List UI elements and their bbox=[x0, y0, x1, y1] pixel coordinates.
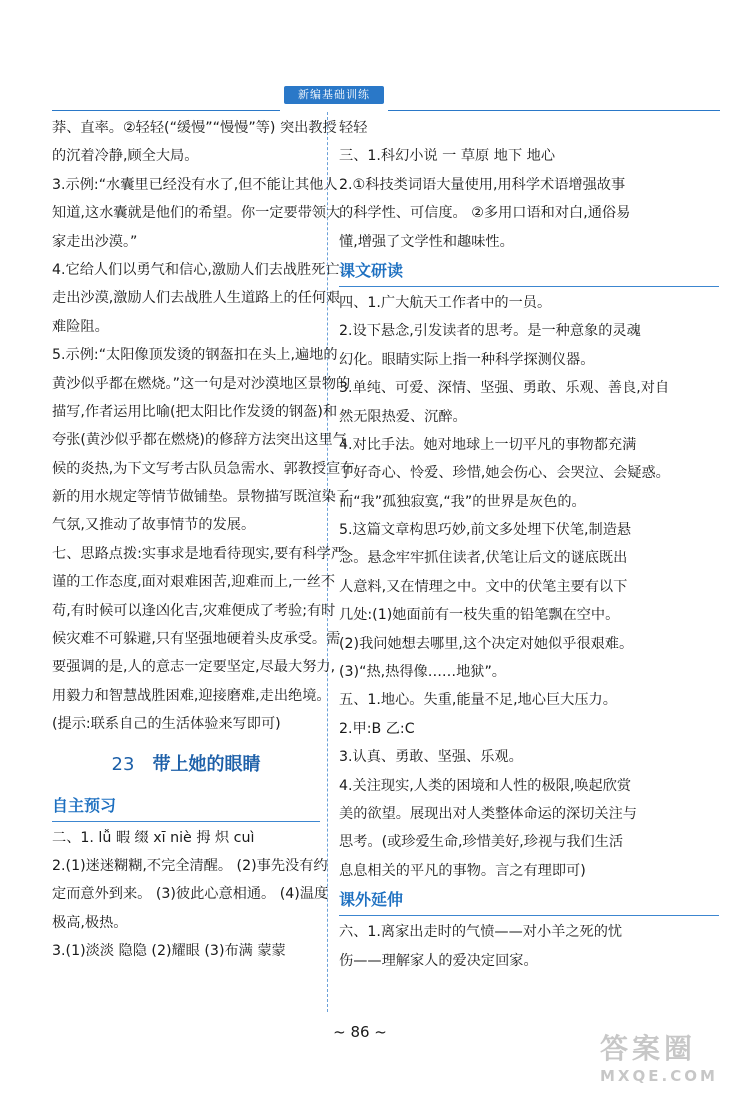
text-line: (2)我问她想去哪里,这个决定对她似乎很艰难。 bbox=[339, 635, 634, 652]
text-line: 难险阻。 bbox=[52, 318, 109, 335]
lesson-number: 23 bbox=[111, 753, 135, 775]
text-line: 描写,作者运用比喻(把太阳比作发烫的钢盔)和 bbox=[52, 403, 338, 420]
text-line: 懂,增强了文学性和趣味性。 bbox=[339, 233, 514, 250]
text-line: 2.甲:B 乙:C bbox=[339, 720, 415, 737]
text-line: 3.单纯、可爱、深情、坚强、勇敢、乐观、善良,对自 bbox=[339, 380, 670, 397]
text-line: 2.(1)迷迷糊糊,不完全清醒。 (2)事先没有约 bbox=[52, 857, 328, 874]
text-line: 苟,有时候可以逢凶化吉,灾难便成了考验;有时 bbox=[52, 602, 336, 619]
running-header: 新编基础训练 bbox=[284, 86, 384, 104]
text-line: 气氛,又推动了故事情节的发展。 bbox=[52, 517, 256, 534]
text-line: 七、思路点拨:实事求是地看待现实,要有科学严 bbox=[52, 545, 346, 562]
text-line: (提示:联系自己的生活体验来写即可) bbox=[52, 716, 281, 733]
section-heading-extend: 课外延伸 bbox=[339, 885, 719, 916]
text-line: 然无限热爱、沉醉。 bbox=[339, 408, 467, 425]
text-line: 知道,这水囊就是他们的希望。你一定要带领大 bbox=[52, 205, 341, 222]
section-heading-preview: 自主预习 bbox=[52, 791, 320, 822]
text-line: 3.示例:“水囊里已经没有水了,但不能让其他人 bbox=[52, 176, 338, 193]
text-line: 的科学性、可信度。 ②多用口语和对白,通俗易 bbox=[339, 205, 631, 222]
text-line: 了好奇心、怜爱、珍惜,她会伤心、会哭泣、会疑惑。 bbox=[339, 465, 670, 482]
text-line: 极高,极热。 bbox=[52, 914, 128, 931]
text-line: 的沉着冷静,顾全大局。 bbox=[52, 148, 199, 165]
text-line: 要强调的是,人的意志一定要坚定,尽最大努力, bbox=[52, 659, 336, 676]
page-number: ~ 86 ~ bbox=[333, 1023, 387, 1041]
section-heading-study: 课文研读 bbox=[339, 256, 719, 287]
text-line: 5.这篇文章构思巧妙,前文多处埋下伏笔,制造悬 bbox=[339, 522, 632, 539]
column-divider bbox=[327, 112, 328, 1012]
text-line: 谨的工作态度,面对艰难困苦,迎难而上,一丝不 bbox=[52, 574, 336, 591]
text-line: 人意料,又在情理之中。文中的伏笔主要有以下 bbox=[339, 578, 628, 595]
text-line: 新的用水规定等情节做铺垫。景物描写既渲染了 bbox=[52, 489, 350, 506]
text-line: 2.设下悬念,引发读者的思考。是一种意象的灵魂 bbox=[339, 323, 641, 340]
watermark-logo-text: 答案圈 bbox=[600, 1032, 697, 1065]
text-line: 走出沙漠,激励人们去战胜人生道路上的任何艰 bbox=[52, 290, 341, 307]
text-line: 四、1.广大航天工作者中的一员。 bbox=[339, 294, 552, 311]
text-line: 5.示例:“太阳像顶发烫的钢盔扣在头上,遍地的 bbox=[52, 347, 338, 364]
text-line: 而“我”孤独寂寞,“我”的世界是灰色的。 bbox=[339, 493, 586, 510]
text-line: 六、1.离家出走时的气愤——对小羊之死的忧 bbox=[339, 924, 623, 941]
text-line: 夸张(黄沙似乎都在燃烧)的修辞方法突出这里气 bbox=[52, 432, 347, 449]
text-line: 定而意外到来。 (3)彼此心意相通。 (4)温度 bbox=[52, 886, 329, 903]
text-line: 五、1.地心。失重,能量不足,地心巨大压力。 bbox=[339, 692, 617, 709]
text-line: 家走出沙漠。” bbox=[52, 233, 138, 250]
text-line: 4.它给人们以勇气和信心,激励人们去战胜死亡、 bbox=[52, 261, 354, 278]
watermark bbox=[600, 1032, 740, 1092]
text-line: 用毅力和智慧战胜困难,迎接磨难,走出绝境。 bbox=[52, 687, 331, 704]
text-line: (3)“热,热得像……地狱”。 bbox=[339, 664, 506, 681]
header-rule-right bbox=[388, 110, 720, 111]
text-line: 幻化。眼睛实际上指一种科学探测仪器。 bbox=[339, 351, 595, 368]
left-column bbox=[52, 114, 355, 966]
text-line: 息息相关的平凡的事物。言之有理即可) bbox=[339, 862, 586, 879]
text-line: 4.对比手法。她对地球上一切平凡的事物都充满 bbox=[339, 436, 637, 453]
right-column bbox=[339, 114, 719, 975]
text-line: 美的欲望。展现出对人类整体命运的深切关注与 bbox=[339, 805, 637, 822]
text-line: 三、1.科幻小说 一 草原 地下 地心 bbox=[339, 148, 556, 165]
text-line: 黄沙似乎都在燃烧。”这一句是对沙漠地区景物的 bbox=[52, 375, 351, 392]
lesson-title bbox=[52, 739, 320, 791]
text-line: 4.关注现实,人类的困境和人性的极限,唤起欣赏 bbox=[339, 777, 632, 794]
text-line: 二、1. lǚ 暇 缀 xī niè 拇 炽 cuì bbox=[52, 829, 255, 846]
text-line: 3.(1)淡淡 隐隐 (2)耀眼 (3)布满 蒙蒙 bbox=[52, 943, 286, 960]
text-line: 几处:(1)她面前有一枝失重的铅笔飘在空中。 bbox=[339, 607, 620, 624]
text-line: 候的炎热,为下文写考古队员急需水、郭教授宣布 bbox=[52, 460, 355, 477]
text-line: 轻轻 bbox=[339, 120, 368, 136]
text-line: 思考。(或珍爱生命,珍惜美好,珍视与我们生活 bbox=[339, 834, 624, 851]
text-line: 念。悬念牢牢抓住读者,伏笔让后文的谜底既出 bbox=[339, 550, 628, 567]
lesson-name: 带上她的眼睛 bbox=[152, 753, 261, 775]
header-rule-left bbox=[52, 110, 280, 111]
text-line: 莽、直率。②轻轻(“缓慢”“慢慢”等) 突出教授 bbox=[52, 120, 337, 136]
watermark-site: MXQE.COM bbox=[600, 1067, 718, 1085]
text-line: 伤——理解家人的爱决定回家。 bbox=[339, 952, 538, 969]
text-line: 2.①科技类词语大量使用,用科学术语增强故事 bbox=[339, 176, 626, 193]
text-line: 3.认真、勇敢、坚强、乐观。 bbox=[339, 749, 523, 766]
text-line: 候灾难不可躲避,只有坚强地硬着头皮承受。需 bbox=[52, 631, 341, 648]
